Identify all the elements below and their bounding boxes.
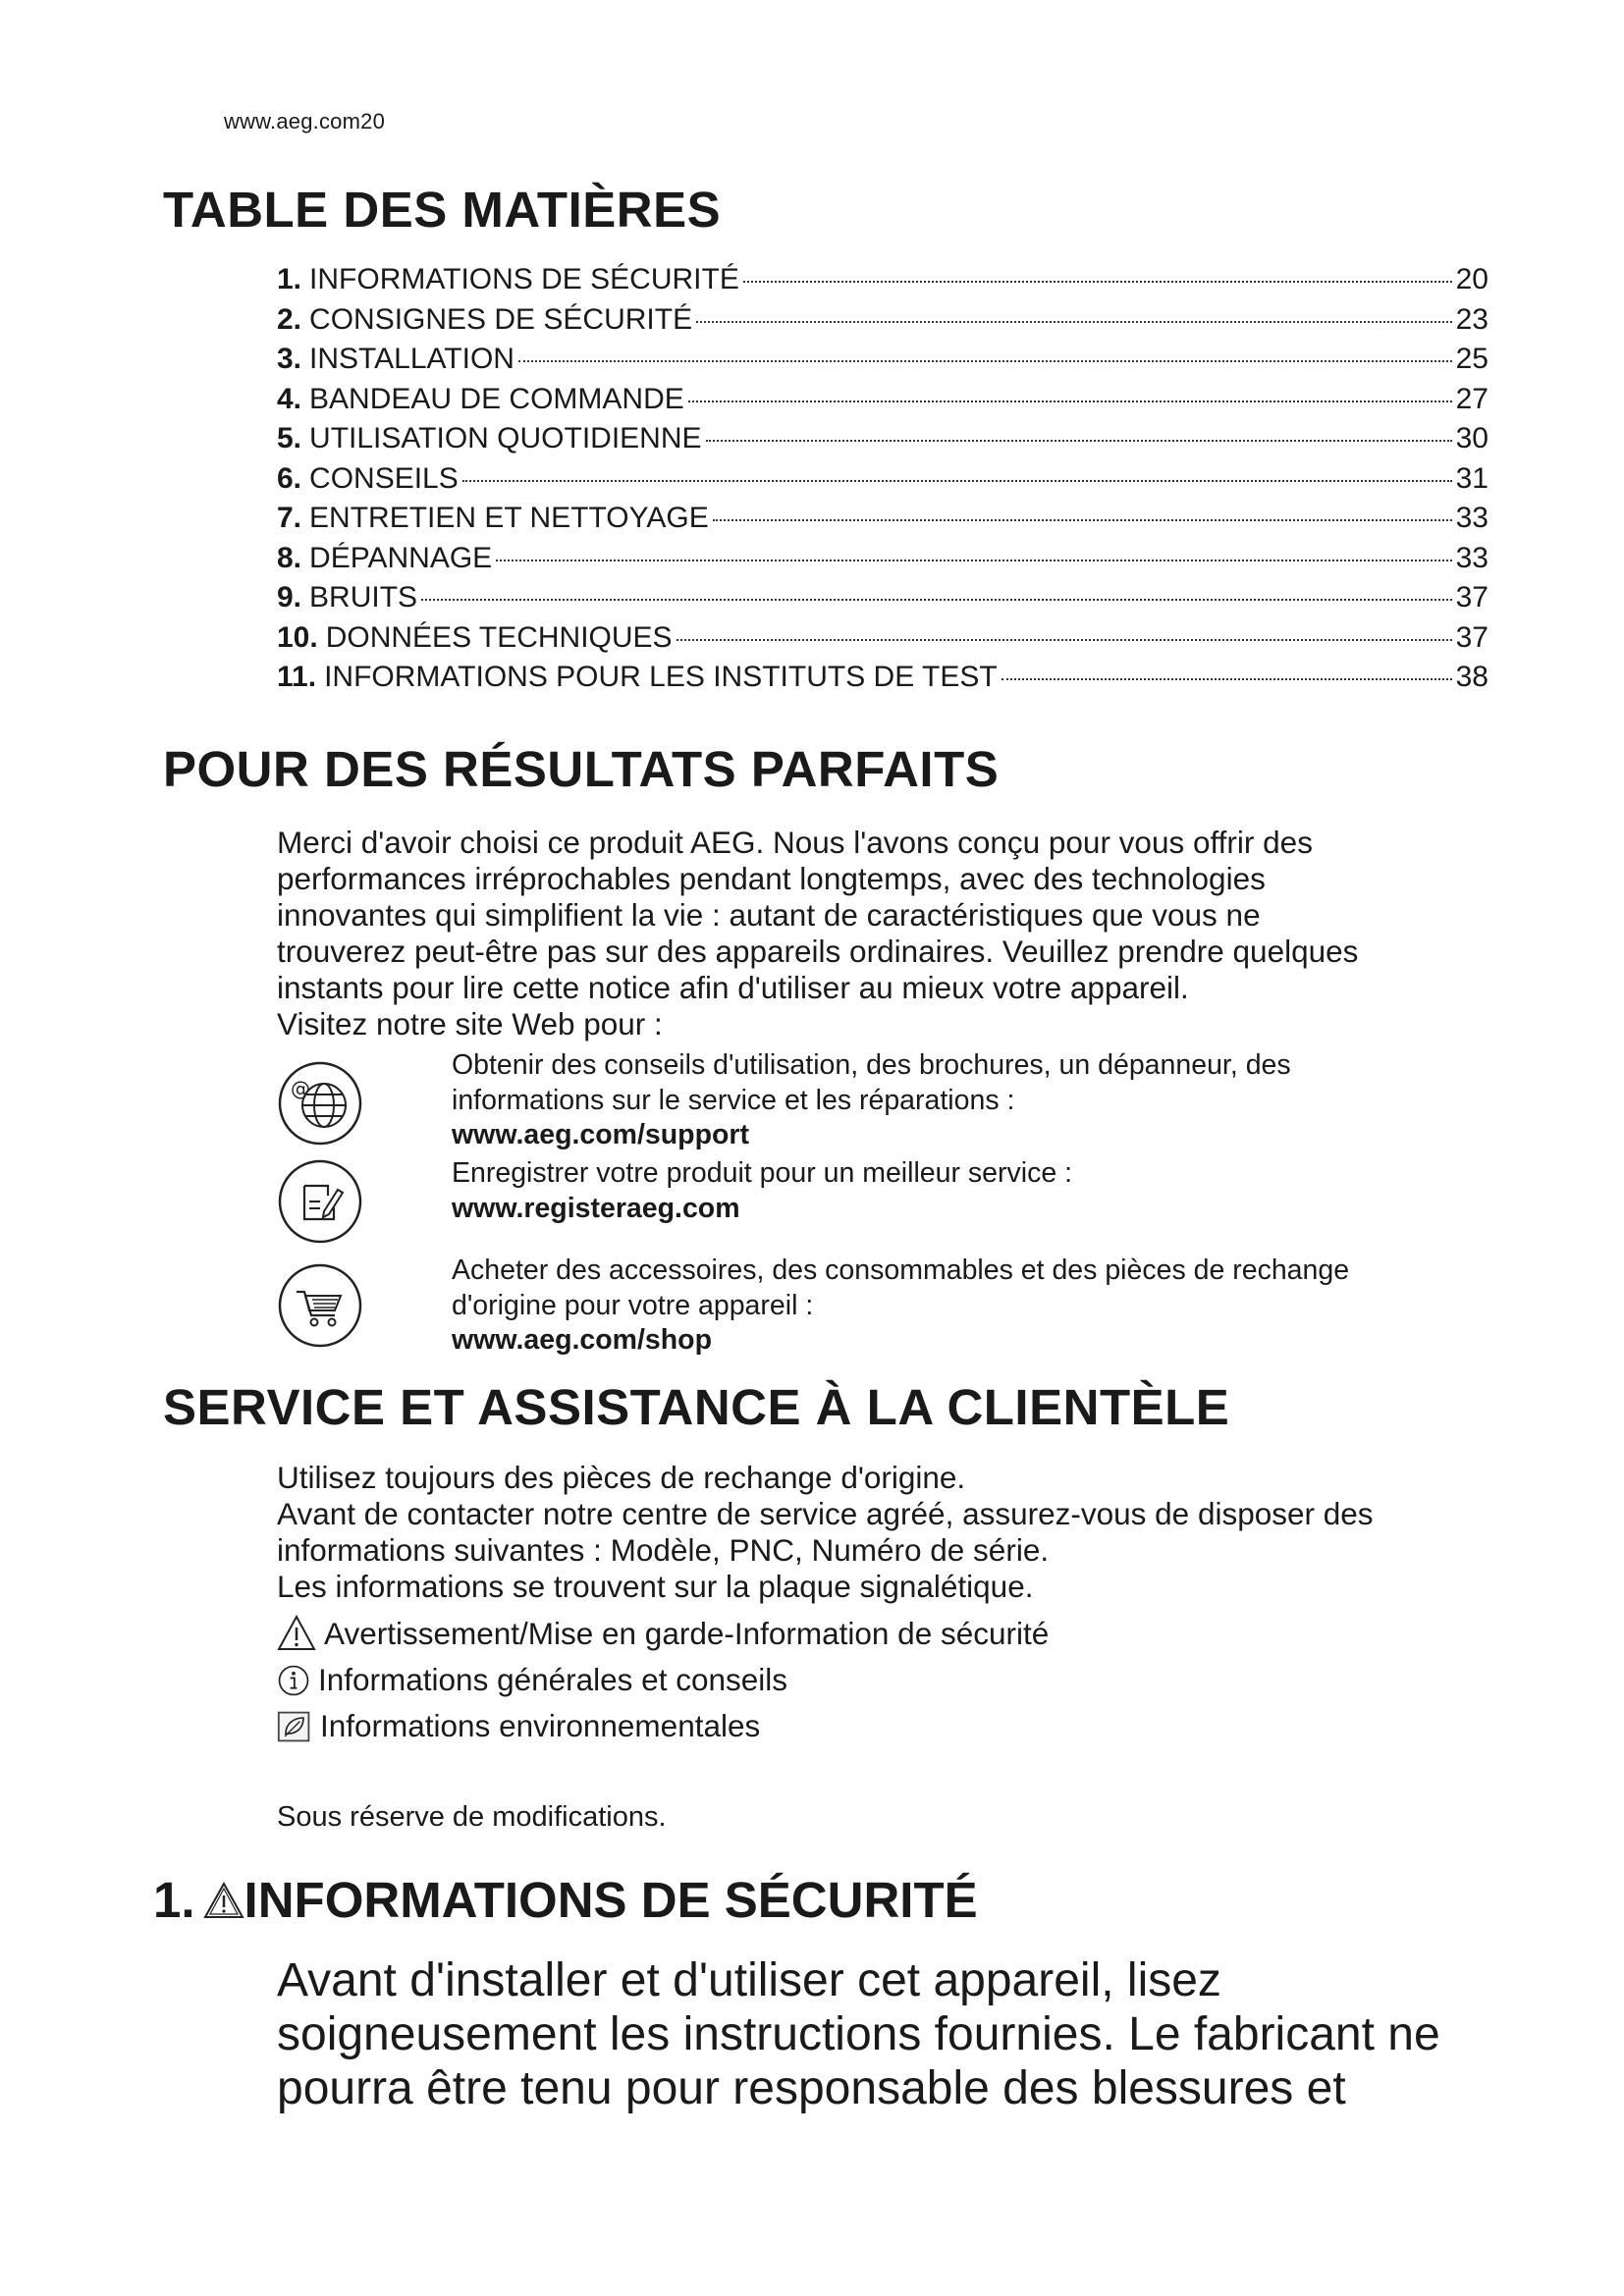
legend-label: Informations générales et conseils [318, 1662, 788, 1697]
toc-entry-page: 37 [1455, 620, 1489, 654]
toc-leader [1001, 678, 1452, 680]
toc-leader [518, 360, 1452, 362]
web-item-line: Acheter des accessoires, des consommables et des pièces de rechange [452, 1255, 1350, 1286]
web-item-line: d'origine pour votre appareil : [452, 1289, 814, 1321]
web-item-line: Obtenir des conseils d'utilisation, des brochures, un dépanneur, des [452, 1049, 1291, 1081]
toc-entry[interactable] [277, 621, 1489, 662]
toc-entry-number: 4. [277, 382, 302, 415]
toc-entry-page: 31 [1455, 461, 1489, 495]
toc-entry-page: 30 [1455, 422, 1489, 454]
toc-leader [677, 639, 1452, 641]
toc-leader [688, 400, 1452, 402]
toc-entry-number: 6. [277, 461, 302, 495]
toc-entry-page: 23 [1455, 302, 1489, 336]
legend-info [277, 1662, 787, 1698]
safety-section-title [153, 1871, 978, 1929]
svg-text:@: @ [291, 1077, 310, 1100]
results-paragraph [277, 825, 1358, 1042]
legend-label: Informations environnementales [320, 1708, 761, 1743]
results-line: performances irréprochables pendant longtemps, avec des technologies [277, 861, 1266, 896]
table-of-contents [277, 263, 1489, 701]
globe-icon [277, 1060, 363, 1147]
modifications-note: Sous réserve de modifications. [277, 1801, 667, 1833]
toc-leader [713, 519, 1452, 521]
toc-entry-number: 2. [277, 302, 302, 336]
toc-leader [496, 560, 1451, 561]
results-line: Merci d'avoir choisi ce produit AEG. Nous l'avons conçu pour vous offrir des [277, 825, 1313, 860]
service-line: Avant de contacter notre centre de service agréé, assurez-vous de disposer des [277, 1496, 1374, 1531]
toc-entry-number: 11. [277, 661, 317, 693]
toc-entry-page: 37 [1455, 581, 1489, 614]
service-line: informations suivantes : Modèle, PNC, Numéro de série. [277, 1532, 1050, 1568]
toc-entry[interactable] [277, 462, 1489, 503]
toc-entry-label: BRUITS [309, 581, 418, 614]
toc-entry[interactable] [277, 502, 1489, 542]
register-link[interactable]: www.registeraeg.com [452, 1192, 740, 1224]
toc-entry-page: 33 [1455, 541, 1489, 574]
toc-entry-label: CONSIGNES DE SÉCURITÉ [309, 302, 693, 336]
toc-leader [696, 321, 1452, 323]
legend-environment [277, 1708, 760, 1744]
service-paragraph [277, 1460, 1374, 1605]
toc-entry-label: BANDEAU DE COMMANDE [309, 382, 684, 415]
toc-entry-number: 9. [277, 581, 302, 614]
toc-entry-page: 27 [1455, 382, 1489, 415]
results-title: POUR DES RÉSULTATS PARFAITS [163, 741, 1000, 797]
toc-entry[interactable] [277, 542, 1489, 582]
legend-label: Avertissement/Mise en garde-Information de sécurité [324, 1615, 1050, 1651]
toc-title: TABLE DES MATIÈRES [163, 182, 722, 238]
toc-entry-label: DÉPANNAGE [309, 541, 493, 574]
safety-intro [277, 1953, 1440, 2115]
toc-entry-label: ENTRETIEN ET NETTOYAGE [309, 502, 709, 534]
service-line: Utilisez toujours des pièces de rechange d'origine. [277, 1460, 966, 1495]
toc-leader [743, 281, 1452, 283]
web-item-line: informations sur le service et les réparations : [452, 1084, 1015, 1116]
info-icon [277, 1664, 310, 1697]
toc-entry[interactable] [277, 661, 1489, 701]
toc-entry-number: 3. [277, 343, 302, 375]
toc-entry[interactable] [277, 263, 1489, 303]
toc-entry[interactable] [277, 581, 1489, 621]
register-icon [277, 1158, 363, 1245]
toc-entry-number: 5. [277, 422, 302, 454]
legend-warning [277, 1614, 1049, 1653]
toc-entry-page: 33 [1455, 502, 1489, 534]
support-link[interactable]: www.aeg.com/support [452, 1119, 749, 1150]
toc-entry-page: 25 [1455, 343, 1489, 375]
toc-entry-label: INFORMATIONS DE SÉCURITÉ [309, 263, 739, 295]
safety-section-label: INFORMATIONS DE SÉCURITÉ [244, 1872, 978, 1928]
warning-icon [277, 1614, 316, 1653]
results-line: trouverez peut-être pas sur des appareils ordinaires. Veuillez prendre quelques [277, 934, 1359, 969]
toc-entry[interactable] [277, 343, 1489, 383]
toc-entry-number: 1. [277, 263, 302, 295]
leaf-icon [277, 1709, 312, 1744]
toc-leader [706, 440, 1452, 442]
safety-line: Avant d'installer et d'utiliser cet appareil, lisez [277, 1954, 1221, 2006]
toc-entry-label: UTILISATION QUOTIDIENNE [309, 422, 702, 454]
toc-entry[interactable] [277, 303, 1489, 344]
service-title: SERVICE ET ASSISTANCE À LA CLIENTÈLE [163, 1379, 1230, 1435]
safety-section-number: 1. [153, 1872, 195, 1928]
web-item-text [452, 1048, 1291, 1153]
page-header-url: www.aeg.com20 [224, 109, 386, 133]
toc-entry-number: 8. [277, 541, 302, 574]
toc-entry-label: INFORMATIONS POUR LES INSTITUTS DE TEST [324, 661, 998, 693]
toc-entry-label: CONSEILS [309, 461, 459, 495]
results-line: instants pour lire cette notice afin d'utiliser au mieux votre appareil. [277, 970, 1189, 1005]
toc-entry-page: 20 [1455, 263, 1489, 295]
toc-entry[interactable] [277, 422, 1489, 462]
warning-icon [203, 1882, 244, 1919]
toc-entry-number: 10. [277, 620, 318, 654]
safety-line: soigneusement les instructions fournies. Le fabricant ne [277, 2008, 1440, 2060]
toc-entry[interactable] [277, 383, 1489, 423]
web-item-text [452, 1254, 1349, 1359]
toc-entry-number: 7. [277, 502, 302, 534]
toc-leader [421, 599, 1452, 601]
results-line: innovantes qui simplifient la vie : autant de caractéristiques que vous ne [277, 897, 1261, 933]
toc-leader [462, 480, 1452, 482]
safety-line: pourra être tenu pour responsable des blessures et [277, 2062, 1346, 2114]
toc-entry-label: INSTALLATION [309, 343, 514, 375]
toc-entry-page: 38 [1455, 661, 1489, 693]
results-line: Visitez notre site Web pour : [277, 1006, 663, 1041]
web-item-text [452, 1156, 1072, 1226]
service-line: Les informations se trouvent sur la plaque signalétique. [277, 1569, 1034, 1604]
shop-link[interactable]: www.aeg.com/shop [452, 1324, 712, 1356]
shopping-cart-icon [277, 1262, 363, 1349]
toc-entry-label: DONNÉES TECHNIQUES [325, 620, 673, 654]
web-item-line: Enregistrer votre produit pour un meilleur service : [452, 1157, 1073, 1189]
